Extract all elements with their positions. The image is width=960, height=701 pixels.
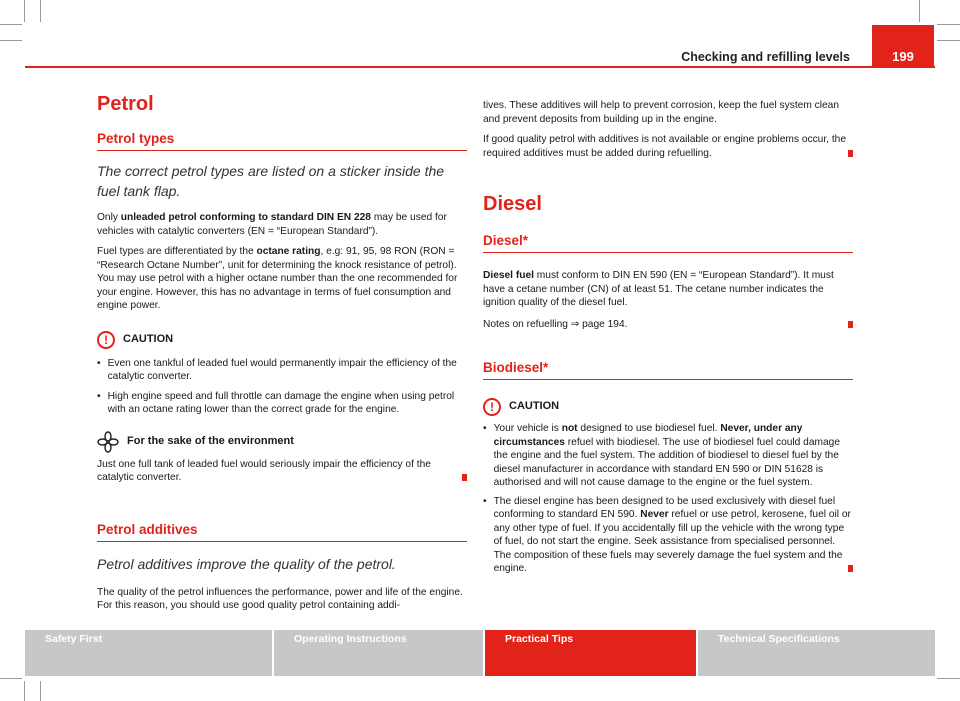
paragraph (483, 318, 853, 332)
caution-text (494, 495, 853, 576)
paragraph (483, 269, 853, 310)
crop-mark (919, 0, 920, 22)
caution-text: High engine speed and full throttle can damage the engine when using petrol with an octane rating lower than the correct grade for the engine. (107, 390, 455, 415)
footer-tab-practical-tips[interactable] (485, 630, 696, 676)
environment-title: For the sake of the environment (127, 434, 294, 447)
crop-mark (0, 40, 22, 41)
bold-text: octane rating (256, 246, 321, 257)
bold-text: unleaded petrol conforming to standard DIN EN 228 (120, 212, 371, 223)
right-column (483, 99, 853, 576)
text: The diesel engine has been designed to be used exclusively with diesel fuel conforming to standard EN 590. (493, 495, 836, 520)
text: , e.g: 91, 95, 98 RON (RON = “Research Octane Number”, unit for determining the knock resistance of petrol). You may use petrol with a higher octane number than the one recommended for your engine. However, this has no advantage in terms of fuel consumption and engine power. (97, 246, 458, 311)
paragraph (97, 211, 467, 238)
paragraph (97, 245, 467, 313)
running-header-title: Checking and refilling levels (681, 50, 850, 64)
bold-text: not (561, 423, 578, 434)
section-heading-biodiesel: Biodiesel* (483, 360, 549, 375)
environment-text (97, 458, 467, 485)
text: Just one full tank of leaded fuel would seriously impair the efficiency of the catalytic converter. (97, 458, 431, 483)
crop-mark (937, 24, 960, 25)
caution-title: CAUTION (123, 332, 174, 345)
crop-mark (0, 678, 22, 679)
text: If good quality petrol with additives is not available or engine problems occur, the required additives must be added during refuelling. (483, 134, 846, 159)
caution-heading (97, 331, 467, 349)
paragraph: tives. These additives will help to prevent corrosion, keep the fuel system clean and prevent deposits from building up in the engine. (483, 100, 839, 125)
caution-item (483, 495, 853, 576)
crop-mark (937, 678, 960, 679)
section-heading-wrap (483, 359, 853, 380)
bullet-dot: • (97, 390, 101, 402)
section-heading-petrol-types: Petrol types (97, 131, 175, 146)
section-heading-petrol-additives: Petrol additives (97, 521, 198, 537)
paragraph: The quality of the petrol influences the performance, power and life of the engine. For this reason, you should use good quality petrol containing addi- (97, 586, 463, 611)
bullet-dot: • (483, 495, 487, 507)
text: Only (97, 212, 121, 223)
chapter-heading-petrol: Petrol (97, 93, 154, 115)
left-column (97, 92, 467, 613)
text: Your vehicle is (493, 423, 562, 434)
crop-mark (40, 681, 41, 701)
header-rule (25, 66, 935, 68)
caution-heading (483, 398, 853, 416)
tab-label: Operating Instructions (294, 633, 407, 645)
section-heading-wrap (97, 130, 467, 151)
bullet-dot: • (97, 357, 101, 369)
environment-heading (97, 431, 467, 453)
tab-label: Practical Tips (505, 633, 574, 645)
end-of-section-marker (848, 565, 853, 572)
lead-text: The correct petrol types are listed on a sticker inside the fuel tank flap. (97, 163, 445, 199)
warning-icon: ! (97, 331, 115, 349)
paragraph (483, 133, 853, 160)
text: Notes on refuelling ⇒ page 194. (483, 318, 628, 330)
crop-mark (24, 681, 25, 701)
text: designed to use biodiesel fuel. (577, 423, 721, 434)
tab-label: Safety First (45, 633, 103, 645)
bold-text: Diesel fuel (483, 270, 534, 281)
bold-text: Never, under any circumstances (493, 423, 803, 448)
bold-text: Never (640, 509, 669, 520)
tab-label: Technical Specifications (718, 633, 840, 645)
bullet-dot: • (483, 423, 487, 434)
section-heading-diesel: Diesel* (483, 233, 529, 248)
caution-item (483, 422, 853, 490)
text: refuel or use petrol, kerosene, fuel oil or any other type of fuel. If you accidentally fill up the vehicle with the wrong type of fuel, do not start the engine. Seek assistance from specialised personnel. The composition of these fuels may severely damage the fuel system and the engine. (493, 509, 851, 574)
caution-item (97, 357, 467, 384)
caution-text: Even one tankful of leaded fuel would permanently impair the efficiency of the catalytic converter. (107, 357, 457, 382)
chapter-heading-diesel: Diesel (483, 193, 542, 215)
caution-item (97, 390, 467, 417)
footer-tab-technical-specifications[interactable] (698, 630, 935, 676)
caution-text (494, 422, 853, 490)
warning-icon: ! (483, 398, 501, 416)
page-number: 199 (872, 25, 934, 66)
crop-mark (0, 24, 22, 25)
footer-tab-operating-instructions[interactable] (274, 630, 483, 676)
end-of-section-marker (462, 474, 467, 481)
footer-tab-bar (25, 630, 935, 676)
crop-mark (40, 0, 41, 22)
crop-mark (937, 40, 960, 41)
caution-title: CAUTION (509, 400, 560, 413)
crop-mark (24, 0, 25, 22)
section-heading-wrap (97, 521, 467, 542)
section-heading-wrap (483, 232, 853, 253)
lead-text: Petrol additives improve the quality of the petrol. (97, 555, 396, 572)
text: may be used for vehicles with catalytic converters (EN = “European Standard”). (97, 212, 447, 237)
footer-tab-safety-first[interactable] (25, 630, 272, 676)
text: must conform to DIN EN 590 (EN = “European Standard”). It must have a cetane number (CN) of at least 51. The cetane number indicates the ignition quality of the diesel fuel. (483, 270, 834, 308)
text: Fuel types are differentiated by the (97, 246, 257, 257)
environment-icon (97, 431, 119, 453)
end-of-section-marker (848, 321, 853, 328)
text: refuel with biodiesel. The use of biodiesel fuel could damage the engine and the fuel system. The addition of biodiesel to diesel fuel by the diesel manufacturer in accordance with standard EN 590 or DIN 51628 is authorised and will not cause damage to the engine or the fuel system. (493, 436, 840, 488)
end-of-section-marker (848, 150, 853, 157)
